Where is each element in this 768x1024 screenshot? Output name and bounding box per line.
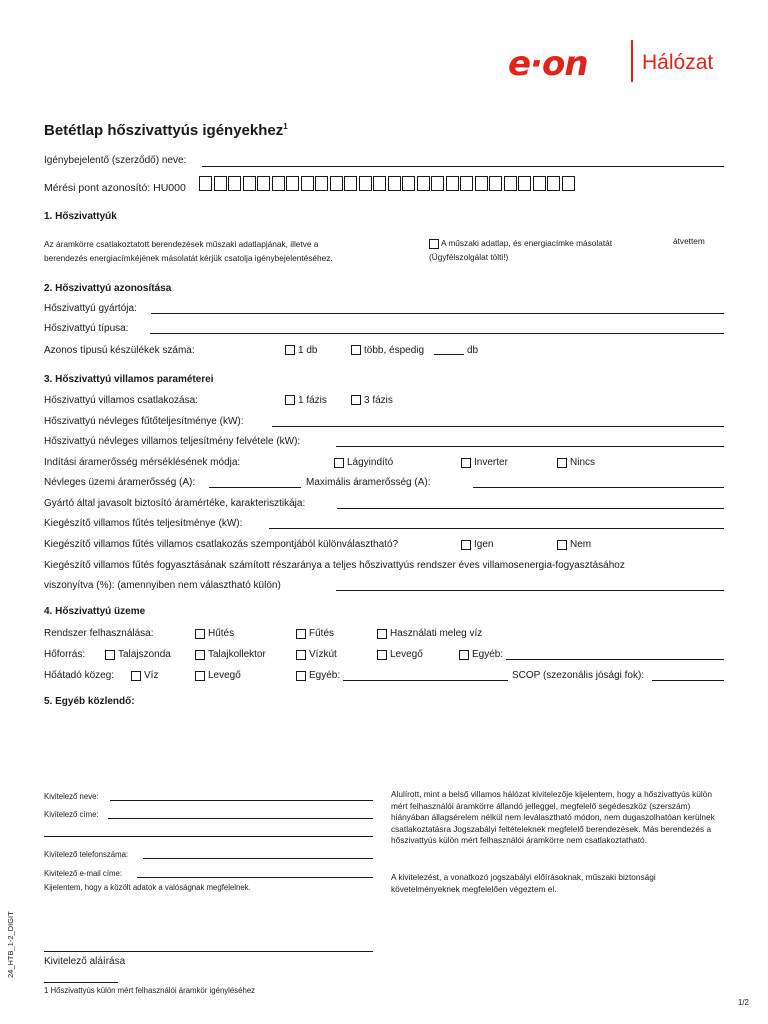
ground-collector-label: Talajkollektor bbox=[208, 649, 266, 660]
air-medium-label: Levegő bbox=[208, 670, 241, 681]
meter-digit-box[interactable] bbox=[431, 176, 444, 191]
datasheet-received-extra: átvettem bbox=[673, 236, 705, 246]
meter-digit-box[interactable] bbox=[344, 176, 357, 191]
aux-share-field[interactable] bbox=[336, 590, 724, 591]
aux-power-field[interactable] bbox=[269, 528, 724, 529]
meter-digit-box[interactable] bbox=[504, 176, 517, 191]
aux-share-label-line1: Kiegészítő villamos fűtés fogyasztásának számított részaránya a teljes hőszivattyús rendszer éves villamosenergia-fogyasztásához bbox=[44, 560, 625, 571]
title-footnote-mark: 1 bbox=[283, 122, 288, 131]
ground-probe-checkbox[interactable] bbox=[105, 650, 115, 660]
contractor-address-label: Kivitelező címe: bbox=[44, 810, 99, 819]
meter-digit-box[interactable] bbox=[489, 176, 502, 191]
heating-label: Fűtés bbox=[309, 628, 335, 639]
hot-water-label: Használati meleg víz bbox=[390, 628, 483, 639]
elec-power-label: Hőszivattyú névleges villamos teljesítmény felvétele (kW): bbox=[44, 436, 301, 447]
meter-digit-box[interactable] bbox=[315, 176, 328, 191]
elec-power-field[interactable] bbox=[336, 446, 724, 447]
meter-digit-box[interactable] bbox=[228, 176, 241, 191]
meter-digit-box[interactable] bbox=[547, 176, 560, 191]
page-number: 1/2 bbox=[738, 998, 749, 1007]
aux-share-label-line2: viszonyítva (%): (amennyiben nem választható külön) bbox=[44, 580, 281, 591]
type-field[interactable] bbox=[150, 333, 724, 334]
meter-digit-box[interactable] bbox=[533, 176, 546, 191]
page-title bbox=[44, 122, 288, 139]
rated-current-field[interactable] bbox=[209, 487, 301, 488]
cooling-label: Hűtés bbox=[208, 628, 235, 639]
section3-title: 3. Hőszivattyú villamos paraméterei bbox=[44, 374, 214, 385]
ground-collector-checkbox[interactable] bbox=[195, 650, 205, 660]
air-source-checkbox[interactable] bbox=[377, 650, 387, 660]
meter-digit-box[interactable] bbox=[475, 176, 488, 191]
meter-digit-boxes bbox=[199, 176, 576, 194]
air-source-label: Levegő bbox=[390, 649, 423, 660]
contractor-declaration: Kijelentem, hogy a közölt adatok a valóságnak megfelelnek. bbox=[44, 883, 251, 892]
heat-power-field[interactable] bbox=[272, 426, 724, 427]
aux-separable-yes-checkbox[interactable] bbox=[461, 540, 471, 550]
meter-digit-box[interactable] bbox=[214, 176, 227, 191]
max-current-label: Maximális áramerősség (A): bbox=[306, 477, 431, 488]
inverter-checkbox[interactable] bbox=[461, 458, 471, 468]
datasheet-received-note: (Ügyfélszolgálat tölti!) bbox=[429, 252, 509, 262]
aux-separable-label: Kiegészítő villamos fűtés villamos csatlakozás szempontjából különválasztható? bbox=[44, 539, 399, 550]
heating-checkbox[interactable] bbox=[296, 629, 306, 639]
meter-digit-box[interactable] bbox=[330, 176, 343, 191]
phase3-checkbox[interactable] bbox=[351, 395, 361, 405]
section5-title: 5. Egyéb közlendő: bbox=[44, 696, 135, 707]
manufacturer-label: Hőszivattyú gyártója: bbox=[44, 303, 137, 314]
none-label: Nincs bbox=[570, 457, 596, 468]
contractor-address-field[interactable] bbox=[108, 818, 373, 819]
inverter-label: Inverter bbox=[474, 457, 508, 468]
type-label: Hőszivattyú típusa: bbox=[44, 323, 129, 334]
contractor-address-field-2[interactable] bbox=[44, 836, 373, 837]
meter-label: Mérési pont azonosító: HU000 bbox=[44, 182, 186, 194]
connection-label: Hőszivattyú villamos csatlakozása: bbox=[44, 395, 198, 406]
other-medium-label: Egyéb: bbox=[309, 670, 341, 681]
meter-digit-box[interactable] bbox=[402, 176, 415, 191]
aux-separable-yes-label: Igen bbox=[474, 539, 494, 550]
section1-text-line2: berendezés energiacímkéjének másolatát kérjük csatolja igénybejelentéséhez. bbox=[44, 253, 333, 263]
page-title-text: Betétlap hőszivattyús igényekhez bbox=[44, 122, 284, 139]
meter-digit-box[interactable] bbox=[373, 176, 386, 191]
meter-digit-box[interactable] bbox=[199, 176, 212, 191]
aux-separable-no-label: Nem bbox=[570, 539, 592, 550]
meter-digit-box[interactable] bbox=[272, 176, 285, 191]
signature-label: Kivitelező aláírása bbox=[44, 956, 126, 967]
aux-separable-no-checkbox[interactable] bbox=[557, 540, 567, 550]
scop-field[interactable] bbox=[652, 680, 724, 681]
other-medium-field[interactable] bbox=[343, 680, 508, 681]
count-more-label: több, éspedig bbox=[364, 345, 425, 356]
phase3-label: 3 fázis bbox=[364, 395, 393, 406]
count-more-checkbox[interactable] bbox=[351, 345, 361, 355]
meter-digit-box[interactable] bbox=[286, 176, 299, 191]
eon-logo: e·on bbox=[508, 44, 588, 84]
meter-digit-box[interactable] bbox=[562, 176, 575, 191]
meter-digit-box[interactable] bbox=[301, 176, 314, 191]
contractor-email-field[interactable] bbox=[137, 877, 373, 878]
contractor-email-label: Kivitelező e-mail címe: bbox=[44, 869, 122, 878]
medium-label: Hőátadó közeg: bbox=[44, 670, 115, 681]
aux-power-label: Kiegészítő villamos fűtés teljesítménye (kW): bbox=[44, 518, 243, 529]
meter-digit-box[interactable] bbox=[417, 176, 430, 191]
phase1-checkbox[interactable] bbox=[285, 395, 295, 405]
datasheet-received-checkbox[interactable] bbox=[429, 239, 439, 249]
logo-name: Hálózat bbox=[642, 51, 714, 74]
none-checkbox[interactable] bbox=[557, 458, 567, 468]
section1-text-line1: Az áramkörre csatlakoztatott berendezések műszaki adatlapjának, illetve a bbox=[44, 239, 319, 249]
cooling-checkbox[interactable] bbox=[195, 629, 205, 639]
footnote: 1 Hőszivattyús külön mért felhasználói áramkör igényléséhez bbox=[44, 986, 256, 995]
footnote-rule bbox=[44, 982, 118, 983]
air-medium-checkbox[interactable] bbox=[195, 671, 205, 681]
meter-digit-box[interactable] bbox=[446, 176, 459, 191]
statement-paragraph-1: Alulírott, mint a belső villamos hálózat kivitelezője kijelentem, hogy a hőszivattyús külön mért felhasználói áramkörre állandó jelleggel, megfelelő segédeszköz (szerszám) hiányában állagsérelem nélkül nem leválasztható módon, nem dugaszolhatóan kerülnek csatlakoztatásra Jogszabályi feltételeknek megfelelő berendezések. Más berendezés a hőszivattyús külön mért felhasználói áramkörre nem csatlakoztatható. bbox=[391, 789, 715, 845]
other-source-field[interactable] bbox=[506, 659, 724, 660]
rated-current-label: Névleges üzemi áramerősség (A): bbox=[44, 477, 196, 488]
statement-paragraph-2: A kivitelezést, a vonatkozó jogszabályi előírásoknak, műszaki biztonsági követelményeknek megfelelően végeztem el. bbox=[391, 872, 656, 894]
section4-title: 4. Hőszivattyú üzeme bbox=[44, 606, 146, 617]
meter-digit-box[interactable] bbox=[518, 176, 531, 191]
meter-digit-box[interactable] bbox=[460, 176, 473, 191]
applicant-label: Igénybejelentő (szerződő) neve: bbox=[44, 155, 187, 166]
count-label: Azonos típusú készülékek száma: bbox=[44, 345, 195, 356]
signature-field[interactable] bbox=[44, 951, 373, 952]
water-medium-checkbox[interactable] bbox=[131, 671, 141, 681]
meter-digit-box[interactable] bbox=[388, 176, 401, 191]
other-source-checkbox[interactable] bbox=[459, 650, 469, 660]
contractor-name-label: Kivitelező neve: bbox=[44, 792, 99, 801]
phase1-label: 1 fázis bbox=[298, 395, 327, 406]
fuse-field[interactable] bbox=[337, 508, 724, 509]
well-label: Vízkút bbox=[309, 649, 337, 660]
other-source-label: Egyéb: bbox=[472, 649, 504, 660]
fuse-label: Gyártó által javasolt biztosító áramértéke, karakterisztikája: bbox=[44, 498, 306, 509]
soft-start-checkbox[interactable] bbox=[334, 458, 344, 468]
section1-title: 1. Hőszivattyúk bbox=[44, 211, 117, 222]
heat-power-label: Hőszivattyú névleges fűtőteljesítménye (kW): bbox=[44, 416, 244, 427]
scop-label: SCOP (szezonális jósági fok): bbox=[512, 670, 645, 681]
contractor-phone-label: Kivitelező telefonszáma: bbox=[44, 850, 129, 859]
ground-probe-label: Talajszonda bbox=[118, 649, 171, 660]
contractor-phone-field[interactable] bbox=[143, 858, 373, 859]
datasheet-received-label: A műszaki adatlap, és energiacímke másolatát bbox=[441, 238, 613, 248]
soft-start-label: Lágyindító bbox=[347, 457, 394, 468]
count-more-field[interactable] bbox=[434, 354, 464, 355]
logo-separator bbox=[631, 40, 633, 82]
other-medium-checkbox[interactable] bbox=[296, 671, 306, 681]
hot-water-checkbox[interactable] bbox=[377, 629, 387, 639]
contractor-name-field[interactable] bbox=[110, 800, 373, 801]
water-medium-label: Víz bbox=[144, 670, 159, 681]
source-label: Hőforrás: bbox=[44, 649, 86, 660]
meter-digit-box[interactable] bbox=[243, 176, 256, 191]
document-code: 24_HTB_1-2_DIGIT bbox=[6, 911, 15, 978]
usage-label: Rendszer felhasználása: bbox=[44, 628, 154, 639]
count-unit: db bbox=[467, 345, 479, 356]
applicant-field[interactable] bbox=[202, 166, 724, 167]
manufacturer-field[interactable] bbox=[151, 313, 724, 314]
count-one-label: 1 db bbox=[298, 345, 318, 356]
meter-digit-box[interactable] bbox=[257, 176, 270, 191]
section2-title: 2. Hőszivattyú azonosítása bbox=[44, 283, 172, 294]
max-current-field[interactable] bbox=[473, 487, 724, 488]
meter-digit-box[interactable] bbox=[359, 176, 372, 191]
count-one-checkbox[interactable] bbox=[285, 345, 295, 355]
start-method-label: Indítási áramerősség mérséklésének módja: bbox=[44, 457, 241, 468]
well-checkbox[interactable] bbox=[296, 650, 306, 660]
